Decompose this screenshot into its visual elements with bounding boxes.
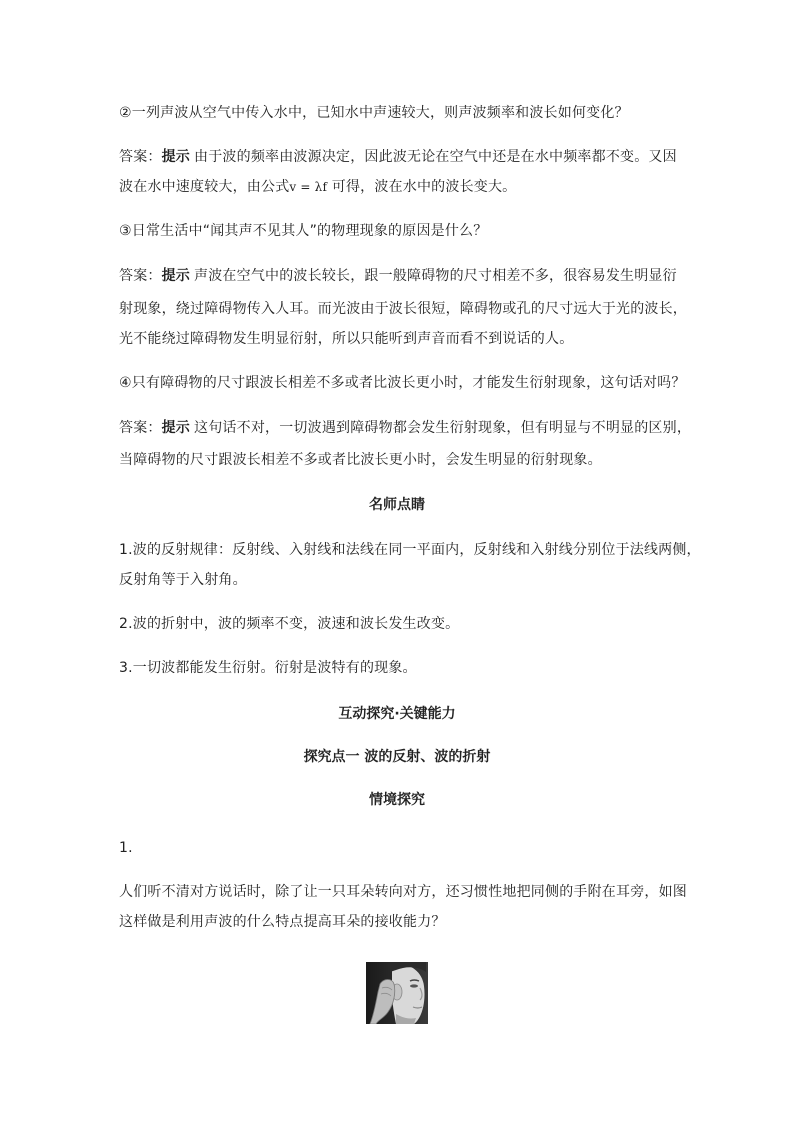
answer-label: 答案： (119, 420, 162, 436)
question-4: ④只有障碍物的尺寸跟波长相差不多或者比波长更小时，才能发生衍射现象，这句话对吗？ (119, 375, 686, 391)
answer-text: 可得，波在水中的波长变大。 (331, 179, 517, 195)
answer-2-line2 (119, 172, 679, 202)
answer-label: 答案： (119, 268, 162, 284)
answer-text: 这句话不对，一切波遇到障碍物都会发生衍射现象，但有明显与不明显的区别， (194, 420, 692, 436)
answer-2-line1 (119, 142, 679, 172)
hint-label: 提示 (161, 420, 191, 436)
item-number: 1. (119, 840, 133, 856)
answer-label: 答案： (119, 149, 162, 165)
answer-3-line3: 光不能绕过障碍物发生明显衍射，所以只能听到声音而看不到说话的人。 (119, 331, 574, 347)
answer-4-line1 (119, 413, 692, 443)
point-2: 2.波的折射中，波的频率不变，波速和波长发生改变。 (119, 616, 460, 632)
wave-formula: v = λf (289, 180, 328, 194)
scenario-line2: 这样做是利用声波的什么特点提高耳朵的接收能力？ (119, 914, 446, 930)
question-3: ③日常生活中“闻其声不见其人”的物理现象的原因是什么？ (119, 223, 488, 239)
section-heading-interactive: 互动探究·关键能力 (338, 706, 456, 722)
hint-label: 提示 (161, 268, 191, 284)
point-1-line1: 1.波的反射规律：反射线、入射线和法线在同一平面内，反射线和入射线分别位于法线两侧， (119, 542, 701, 558)
point-1-line2: 反射角等于入射角。 (119, 572, 247, 588)
answer-text: 由于波的频率由波源决定，因此波无论在空气中还是在水中频率都不变。又因 (194, 149, 677, 165)
section-heading-teacher: 名师点睛 (369, 497, 425, 513)
hint-label: 提示 (161, 149, 191, 165)
section-heading-scenario: 情境探究 (369, 792, 425, 808)
point-3: 3.一切波都能发生衍射。衍射是波特有的现象。 (119, 660, 417, 676)
answer-text: 波在水中速度较大，由公式 (119, 179, 290, 195)
question-2: ②一列声波从空气中传入水中，已知水中声速较大，则声波频率和波长如何变化？ (119, 105, 629, 121)
answer-text: 声波在空气中的波长较长，跟一般障碍物的尺寸相差不多，很容易发生明显衍 (194, 268, 677, 284)
section-heading-point1: 探究点一 波的反射、波的折射 (303, 749, 491, 765)
scenario-line1: 人们听不清对方说话时，除了让一只耳朵转向对方，还习惯性地把同侧的手附在耳旁，如图 (119, 884, 687, 900)
answer-4-line2: 当障碍物的尺寸跟波长相差不多或者比波长更小时，会发生明显的衍射现象。 (119, 452, 602, 468)
hand-to-ear-photo (366, 962, 428, 1024)
answer-3-line1 (119, 261, 679, 291)
answer-3-line2: 射现象，绕过障碍物传入人耳。而光波由于波长很短，障碍物或孔的尺寸远大于光的波长， (119, 301, 687, 317)
